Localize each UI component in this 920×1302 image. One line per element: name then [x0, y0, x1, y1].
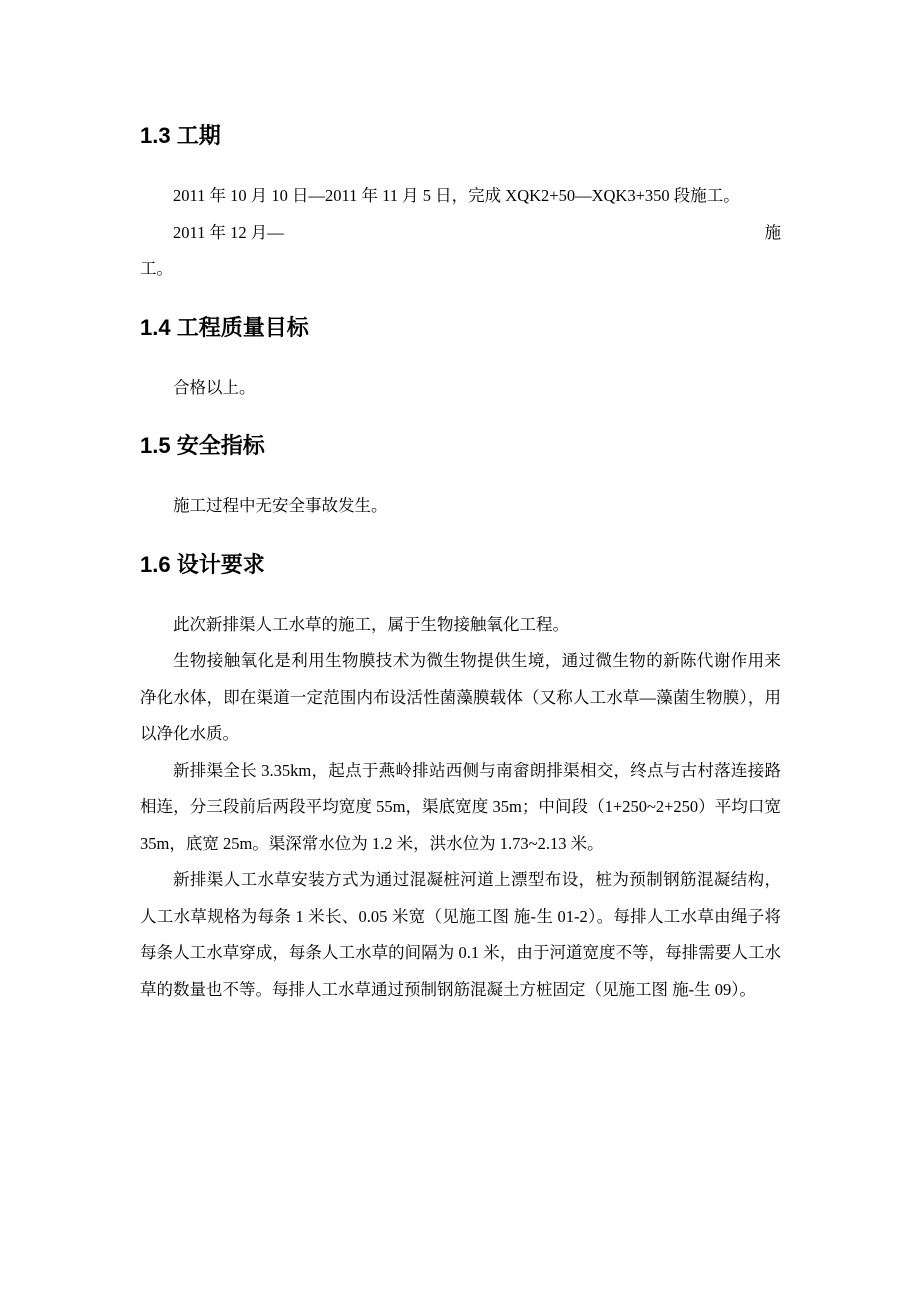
quality-paragraph: 合格以上。	[173, 377, 256, 397]
document-body	[140, 116, 781, 1008]
section-heading-design: 1.6 设计要求	[140, 551, 265, 577]
section-heading-schedule: 1.3 工期	[140, 123, 221, 148]
safety-paragraph: 施工过程中无安全事故发生。	[173, 496, 388, 515]
schedule-split-line	[140, 215, 781, 252]
schedule-split-continuation: 工。	[140, 259, 173, 278]
schedule-split-right: 施	[764, 222, 781, 242]
section-heading-safety: 1.5 安全指标	[140, 433, 265, 458]
schedule-paragraph: 2011 年 10 月 10 日—2011 年 11 月 5 日，完成 XQK2+50—XQK3+350 段施工。	[173, 186, 740, 205]
section-heading-quality: 1.4 工程质量目标	[140, 314, 309, 340]
schedule-split-left: 2011 年 12 月—	[173, 222, 284, 242]
design-paragraph-3: 新排渠全长 3.35km，起点于燕岭排站西侧与南畲朗排渠相交，终点与古村落连接路相连，分三段前后两段平均宽度 55m，渠底宽度 35m；中间段（1+250~2+250）平均口宽 35m，底宽 25m。渠深常水位为 1.2 米，洪水位为 1.73~2.13 米。	[140, 760, 781, 853]
design-paragraph-4: 新排渠人工水草安装方式为通过混凝桩河道上漂型布设，桩为预制钢筋混凝结构，人工水草规格为每条 1 米长、0.05 米宽（见施工图 施-生 01-2）。每排人工水草由绳子将每条人工水草穿成，每条人工水草的间隔为 0.1 米，由于河道宽度不等，每排需要人工水草的数量也不等。每排人工水草通过预制钢筋混凝土方桩固定（见施工图 施-生 09）。	[140, 870, 781, 999]
design-paragraph-2: 生物接触氧化是利用生物膜技术为微生物提供生境，通过微生物的新陈代谢作用来净化水体，即在渠道一定范围内布设活性菌藻膜载体（又称人工水草—藻菌生物膜），用以净化水质。	[140, 651, 781, 743]
design-paragraph-1: 此次新排渠人工水草的施工，属于生物接触氧化工程。	[173, 614, 569, 634]
